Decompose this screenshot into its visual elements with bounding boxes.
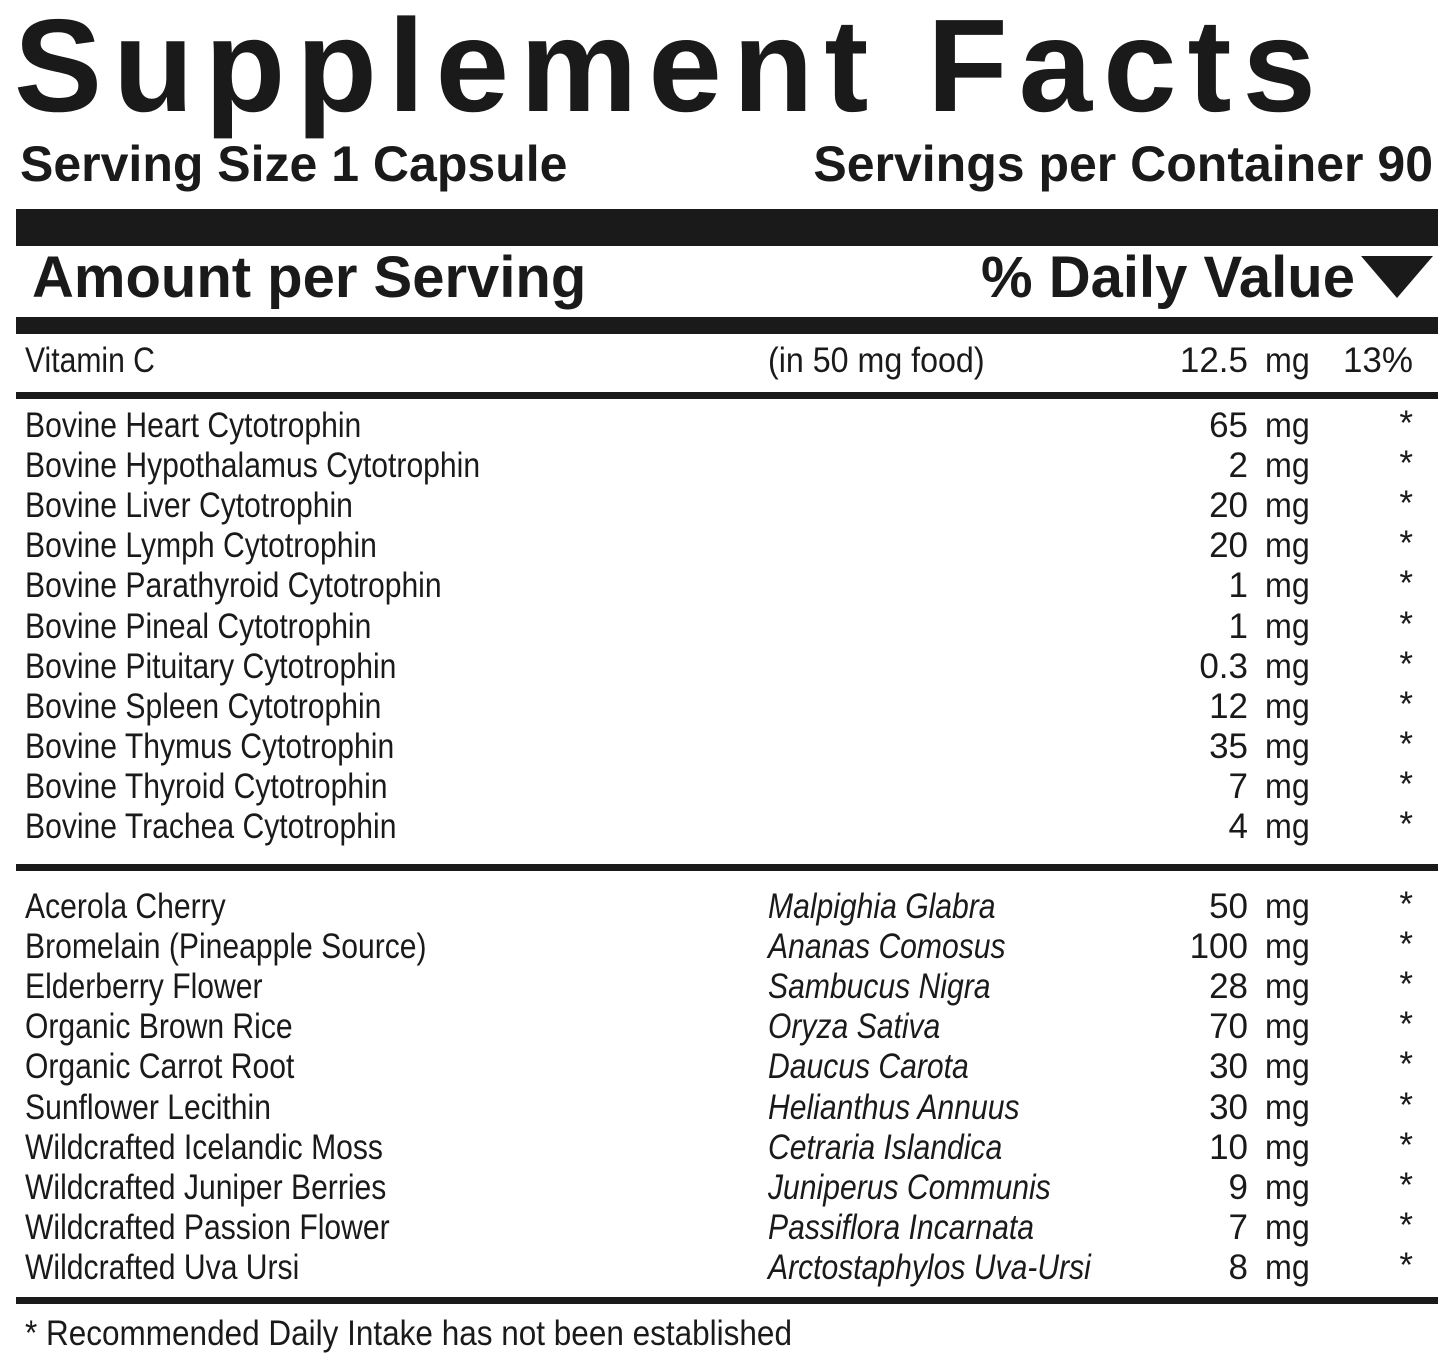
ingredient-unit: mg — [1265, 1007, 1310, 1047]
daily-value-mark: * — [1399, 444, 1413, 484]
ingredient-unit: mg — [1265, 646, 1310, 686]
daily-value-mark: * — [1399, 764, 1413, 804]
vitamin-c-row — [0, 341, 1445, 381]
ingredient-row — [0, 604, 1445, 647]
daily-value-mark: * — [1399, 644, 1413, 684]
daily-value-mark: * — [1399, 684, 1413, 724]
ingredient-amount: 0.3 — [1199, 646, 1248, 686]
thick-divider — [16, 209, 1438, 246]
ingredient-name: Bovine Trachea Cytotrophin — [25, 807, 397, 846]
ingredient-name: Bovine Heart Cytotrophin — [25, 406, 362, 445]
ingredient-unit: mg — [1265, 1087, 1310, 1127]
ingredient-unit: mg — [1265, 1247, 1310, 1287]
nutrient-amount: 12.5 — [1179, 341, 1248, 380]
ingredient-unit: mg — [1265, 766, 1310, 806]
ingredient-name: Bovine Thyroid Cytotrophin — [25, 766, 388, 806]
ingredient-amount: 8 — [1228, 1247, 1248, 1287]
ingredient-amount: 9 — [1228, 1167, 1248, 1207]
ingredient-unit: mg — [1265, 807, 1310, 846]
ingredient-row — [0, 406, 1445, 446]
ingredient-name: Bovine Lymph Cytotrophin — [25, 526, 377, 566]
ingredient-amount: 30 — [1209, 1047, 1248, 1087]
ingredient-unit: mg — [1265, 1207, 1310, 1247]
ingredient-amount: 30 — [1209, 1087, 1248, 1127]
scientific-name: Arctostaphylos Uva-Ursi — [768, 1247, 1091, 1287]
scientific-name: Sambucus Nigra — [768, 967, 991, 1007]
ingredient-amount: 65 — [1209, 406, 1248, 445]
ingredient-unit: mg — [1265, 566, 1310, 606]
ingredient-amount: 7 — [1228, 766, 1248, 806]
daily-value-mark: * — [1399, 1205, 1413, 1245]
daily-value-mark: * — [1399, 1245, 1413, 1285]
amount-per-serving-heading: Amount per Serving — [32, 245, 587, 310]
ingredient-unit: mg — [1265, 406, 1310, 445]
daily-value-mark: * — [1399, 484, 1413, 524]
ingredient-row — [0, 967, 1445, 1007]
ingredient-row — [0, 1085, 1445, 1128]
daily-value-mark: * — [1399, 885, 1413, 924]
daily-value-mark: * — [1399, 1165, 1413, 1205]
ingredient-row — [0, 724, 1445, 767]
ingredient-amount: 50 — [1209, 887, 1248, 926]
daily-value-mark: * — [1399, 805, 1413, 844]
nutrient-source: (in 50 mg food) — [768, 341, 985, 380]
ingredient-name: Wildcrafted Uva Ursi — [25, 1247, 300, 1287]
ingredient-amount: 2 — [1228, 446, 1248, 486]
section-divider — [16, 392, 1438, 399]
ingredient-unit: mg — [1265, 726, 1310, 766]
daily-value-mark: * — [1399, 524, 1413, 564]
ingredient-name: Bovine Liver Cytotrophin — [25, 486, 353, 526]
header-divider — [16, 317, 1438, 334]
daily-value-mark: * — [1399, 724, 1413, 764]
ingredient-name: Organic Carrot Root — [25, 1047, 295, 1087]
scientific-name: Helianthus Annuus — [768, 1087, 1020, 1127]
ingredient-name: Bromelain (Pineapple Source) — [25, 927, 427, 967]
ingredient-unit: mg — [1265, 1047, 1310, 1087]
ingredient-row — [0, 566, 1445, 606]
ingredient-unit: mg — [1265, 446, 1310, 486]
ingredient-unit: mg — [1265, 606, 1310, 646]
ingredient-amount: 1 — [1228, 606, 1248, 646]
nutrient-unit: mg — [1265, 341, 1310, 380]
ingredient-name: Bovine Pineal Cytotrophin — [25, 606, 372, 646]
ingredient-name: Wildcrafted Passion Flower — [25, 1207, 390, 1247]
scientific-name: Cetraria Islandica — [768, 1127, 1003, 1167]
daily-value-mark: * — [1399, 1125, 1413, 1165]
ingredient-name: Organic Brown Rice — [25, 1007, 293, 1047]
ingredient-name: Bovine Spleen Cytotrophin — [25, 686, 382, 726]
scientific-name: Malpighia Glabra — [768, 887, 996, 926]
ingredient-row — [0, 1205, 1445, 1248]
ingredient-row — [0, 644, 1445, 687]
ingredient-unit: mg — [1265, 686, 1310, 726]
ingredient-unit: mg — [1265, 1167, 1310, 1207]
ingredient-amount: 100 — [1189, 927, 1248, 967]
ingredient-name: Elderberry Flower — [25, 967, 263, 1007]
ingredient-amount: 20 — [1209, 526, 1248, 566]
ingredient-unit: mg — [1265, 887, 1310, 926]
daily-value-heading: % Daily Value — [981, 245, 1355, 310]
ingredient-row — [0, 927, 1445, 967]
ingredient-amount: 70 — [1209, 1007, 1248, 1047]
ingredient-unit: mg — [1265, 526, 1310, 566]
nutrient-dv: 13% — [1342, 341, 1413, 380]
daily-value-mark: * — [1399, 1085, 1413, 1125]
ingredient-row — [0, 1125, 1445, 1168]
ingredient-row — [0, 1007, 1445, 1047]
scientific-name: Passiflora Incarnata — [768, 1207, 1035, 1247]
daily-value-mark: * — [1399, 564, 1413, 604]
ingredient-amount: 7 — [1228, 1207, 1248, 1247]
ingredient-row — [0, 1245, 1445, 1288]
ingredient-amount: 20 — [1209, 486, 1248, 526]
ingredient-amount: 12 — [1209, 686, 1248, 726]
footnote: * Recommended Daily Intake has not been established — [25, 1314, 792, 1353]
scientific-name: Ananas Comosus — [768, 927, 1006, 967]
bottom-divider — [16, 1297, 1438, 1304]
ingredient-name: Bovine Hypothalamus Cytotrophin — [25, 446, 481, 486]
ingredient-name: Bovine Thymus Cytotrophin — [25, 726, 395, 766]
ingredient-row — [0, 764, 1445, 807]
ingredient-unit: mg — [1265, 927, 1310, 967]
ingredient-amount: 28 — [1209, 967, 1248, 1007]
ingredient-name: Wildcrafted Juniper Berries — [25, 1167, 387, 1207]
daily-value-mark: * — [1399, 925, 1413, 965]
ingredient-row — [0, 887, 1445, 927]
ingredient-unit: mg — [1265, 486, 1310, 526]
scientific-name: Oryza Sativa — [768, 1007, 941, 1047]
ingredient-row — [0, 1165, 1445, 1208]
ingredient-name: Acerola Cherry — [25, 887, 226, 926]
ingredient-amount: 35 — [1209, 726, 1248, 766]
scientific-name: Daucus Carota — [768, 1047, 969, 1087]
ingredient-row — [0, 526, 1445, 566]
daily-value-mark: * — [1399, 1005, 1413, 1045]
ingredient-unit: mg — [1265, 1127, 1310, 1167]
ingredient-name: Bovine Parathyroid Cytotrophin — [25, 566, 442, 606]
daily-value-mark: * — [1399, 404, 1413, 443]
daily-value-mark: * — [1399, 965, 1413, 1005]
ingredient-name: Bovine Pituitary Cytotrophin — [25, 646, 397, 686]
section-divider — [16, 864, 1438, 871]
ingredient-row — [0, 446, 1445, 486]
ingredient-row — [0, 684, 1445, 727]
ingredient-amount: 4 — [1228, 807, 1248, 846]
ingredient-amount: 10 — [1209, 1127, 1248, 1167]
daily-value-mark: * — [1399, 1045, 1413, 1085]
label-title: Supplement Facts — [14, 0, 1327, 139]
down-triangle-icon — [1361, 256, 1433, 298]
ingredient-name: Sunflower Lecithin — [25, 1087, 271, 1127]
serving-size: Serving Size 1 Capsule — [20, 136, 568, 192]
scientific-name: Juniperus Communis — [768, 1167, 1051, 1207]
ingredient-row — [0, 486, 1445, 526]
servings-per-container: Servings per Container 90 — [813, 136, 1433, 192]
nutrient-name: Vitamin C — [25, 341, 155, 380]
ingredient-name: Wildcrafted Icelandic Moss — [25, 1127, 383, 1167]
ingredient-unit: mg — [1265, 967, 1310, 1007]
ingredient-row — [0, 807, 1445, 847]
daily-value-mark: * — [1399, 604, 1413, 644]
ingredient-row — [0, 1047, 1445, 1087]
ingredient-amount: 1 — [1228, 566, 1248, 606]
